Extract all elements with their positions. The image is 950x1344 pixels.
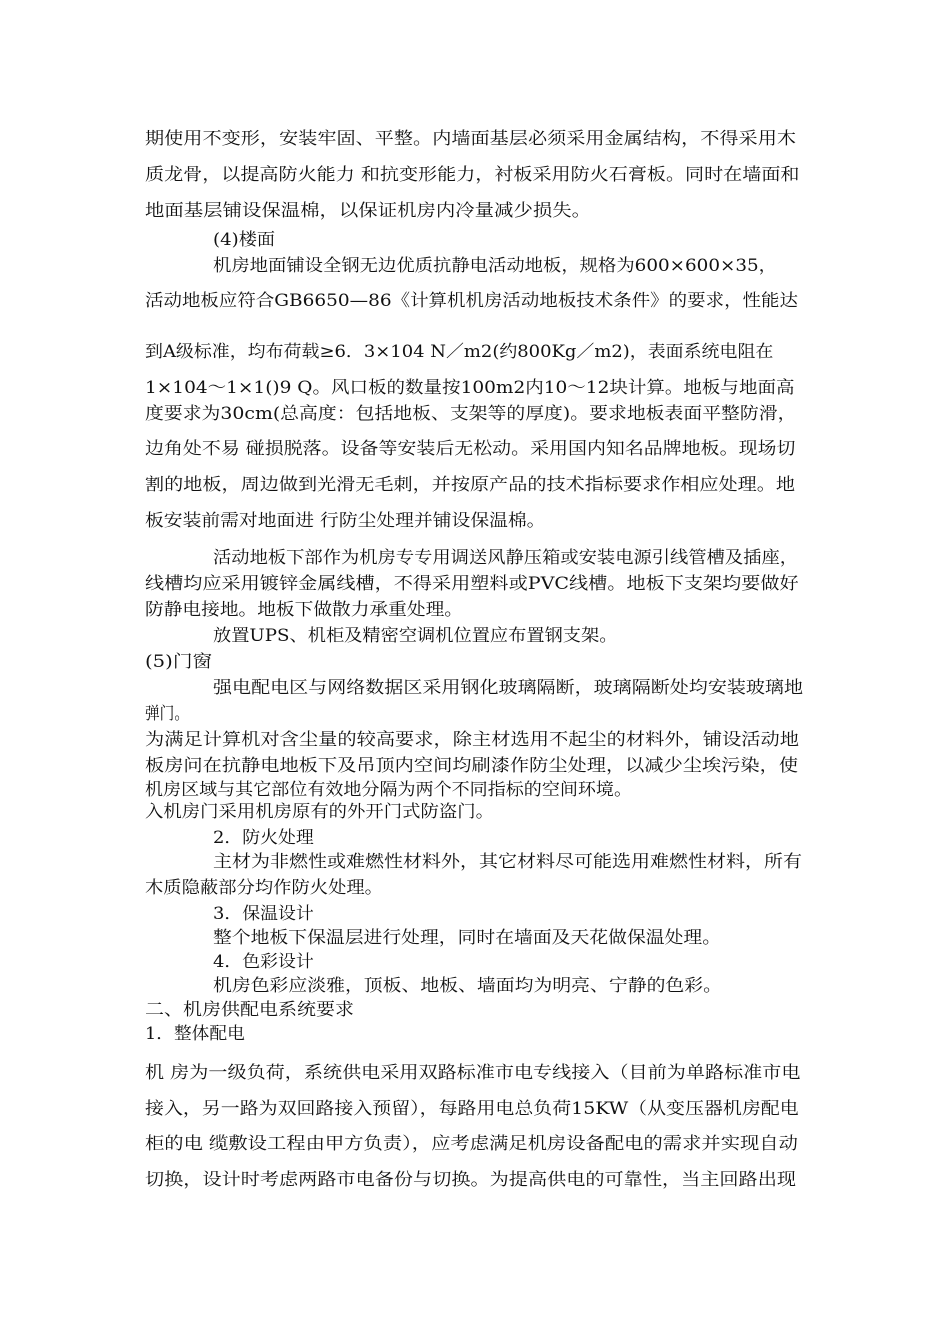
text-line: (5)门窗 xyxy=(145,652,213,672)
text-line: 2．防火处理 xyxy=(213,828,314,848)
text-line: 弹门。 xyxy=(145,704,189,724)
text-line: 4．色彩设计 xyxy=(213,952,314,972)
text-line: 期使用不变形，安装牢固、平整。内墙面基层必须采用金属结构，不得采用木 xyxy=(145,129,797,149)
text-line: 1．整体配电 xyxy=(145,1024,245,1044)
text-line: 质龙骨，以提高防火能力 和抗变形能力，衬板采用防火石膏板。同时在墙面和 xyxy=(145,165,800,185)
text-line: 接入，另一路为双回路接入预留），每路用电总负荷15KW（从变压器机房配电 xyxy=(145,1099,799,1119)
text-line: 到A级标准，均布荷载≥6．3×104 N／m2(约800Kg／m2)，表面系统电阻在 xyxy=(145,342,774,362)
text-line: 机 房为一级负荷，系统供电采用双路标准市电专线接入（目前为单路标准市电 xyxy=(145,1063,801,1083)
text-line: 板房问在抗静电地板下及吊顶内空间均刷漆作防尘处理，以减少尘埃污染，使 xyxy=(145,756,799,776)
text-line: 机房区域与其它部位有效地分隔为两个不同指标的空间环境。 xyxy=(145,780,632,800)
text-line: 机房色彩应淡雅，顶板、地板、墙面均为明亮、宁静的色彩。 xyxy=(213,976,722,996)
text-line: 地面基层铺设保温棉，以保证机房内冷量减少损失。 xyxy=(145,201,592,221)
text-line: 3．保温设计 xyxy=(213,904,314,924)
text-line: 切换，设计时考虑两路市电备份与切换。为提高供电的可靠性，当主回路出现 xyxy=(145,1170,797,1190)
text-line: 板安装前需对地面进 行防尘处理并铺设保温棉。 xyxy=(145,511,546,531)
text-line: 二、机房供配电系统要求 xyxy=(145,1000,354,1020)
text-line: 机房地面铺设全钢无边优质抗静电活动地板，规格为600×600×35， xyxy=(213,256,778,276)
text-line: (4)楼面 xyxy=(213,230,276,250)
text-line: 活动地板应符合GB6650—86《计算机机房活动地板技术条件》的要求，性能达 xyxy=(145,291,798,311)
text-line: 为满足计算机对含尘量的较高要求，除主材选用不起尘的材料外，铺设活动地 xyxy=(145,730,800,750)
text-line: 柜的电 缆敷设工程由甲方负责），应考虑满足机房设备配电的需求并实现自动 xyxy=(145,1134,798,1154)
text-line: 1×104～1×1()9 Q。风口板的数量按100m2内10～12块计算。地板与地面高 xyxy=(145,378,795,398)
text-line: 防静电接地。地板下做散力承重处理。 xyxy=(145,600,463,620)
text-line: 主材为非燃性或难燃性材料外，其它材料尽可能选用难燃性材料，所有 xyxy=(213,852,802,872)
text-line: 活动地板下部作为机房专专用调送风静压箱或安装电源引线管槽及插座， xyxy=(213,548,799,568)
text-line: 整个地板下保温层进行处理，同时在墙面及天花做保温处理。 xyxy=(213,928,722,948)
text-line: 放置UPS、机柜及精密空调机位置应布置钢支架。 xyxy=(213,626,618,646)
text-line: 边角处不易 碰损脱落。设备等安装后无松动。采用国内知名品牌地板。现场切 xyxy=(145,439,796,459)
text-line: 入机房门采用机房原有的外开门式防盗门。 xyxy=(145,802,495,822)
text-line: 木质隐蔽部分均作防火处理。 xyxy=(145,878,383,898)
text-line: 割的地板，周边做到光滑无毛刺，并按原产品的技术指标要求作相应处理。地 xyxy=(145,475,796,495)
text-line: 线槽均应采用镀锌金属线槽，不得采用塑料或PVC线槽。地板下支架均要做好 xyxy=(145,574,799,594)
text-line: 度要求为30cm(总高度：包括地板、支架等的厚度)。要求地板表面平整防滑， xyxy=(145,404,797,424)
text-line: 强电配电区与网络数据区采用钢化玻璃隔断，玻璃隔断处均安装玻璃地 xyxy=(213,678,803,698)
